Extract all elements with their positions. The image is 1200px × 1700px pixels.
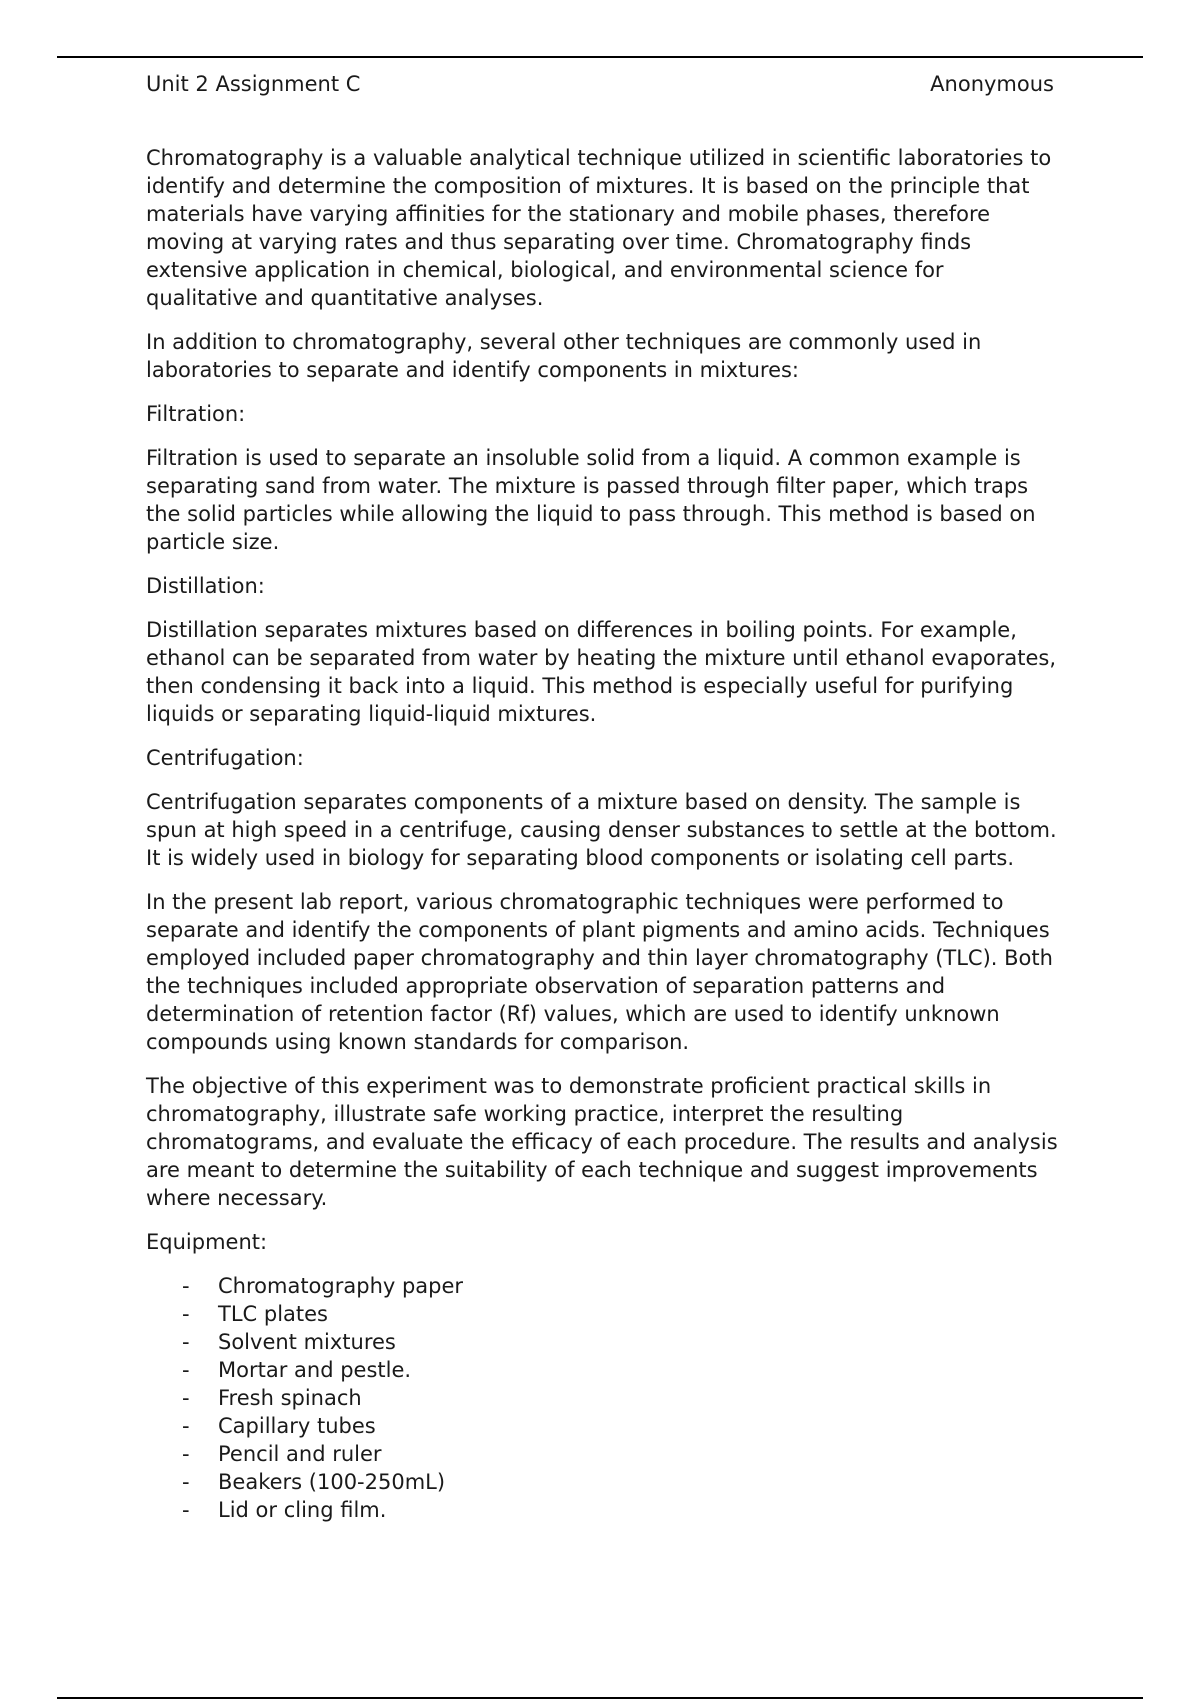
list-item — [146, 1440, 1061, 1468]
list-item-label: Chromatography paper — [218, 1274, 464, 1298]
page-header — [146, 70, 1054, 98]
list-item-label: Pencil and ruler — [218, 1442, 382, 1466]
bullet-dash: - — [182, 1302, 190, 1326]
bullet-dash: - — [182, 1414, 190, 1438]
list-item-label: Fresh spinach — [218, 1386, 362, 1410]
bullet-dash: - — [182, 1274, 190, 1298]
header-rule — [57, 56, 1143, 58]
list-item-label: Solvent mixtures — [218, 1330, 396, 1354]
list-item — [146, 1384, 1061, 1412]
list-item — [146, 1356, 1061, 1384]
distillation-paragraph: Distillation separates mixtures based on differences in boiling points. For example, ethanol can be separated from water by heating the mixture until ethanol evaporates, then condensing it back into a liquid. This method is especially useful for purifying liquids or separating liquid-liquid mixtures. — [146, 618, 1057, 726]
bullet-dash: - — [182, 1442, 190, 1466]
intro-paragraph: Chromatography is a valuable analytical technique utilized in scientific laboratories to identify and determine the composition of mixtures. It is based on the principle that materials have varying affinities for the stationary and mobile phases, therefore moving at varying rates and thus separating over time. Chromatography finds extensive application in chemical, biological, and environmental science for qualitative and quantitative analyses. — [146, 146, 1052, 310]
document-body — [146, 144, 1061, 1524]
distillation-heading: Distillation: — [146, 574, 265, 598]
equipment-heading: Equipment: — [146, 1230, 268, 1254]
bullet-dash: - — [182, 1498, 190, 1522]
list-item — [146, 1496, 1061, 1524]
equipment-list — [146, 1272, 1061, 1524]
lab-report-paragraph: In the present lab report, various chromatographic techniques were performed to separate and identify the components of plant pigments and amino acids. Techniques employed included paper chromatography and thin layer chromatography (TLC). Both the techniques included appropriate observation of separation patterns and determination of retention factor (Rf) values, which are used to identify unknown compounds using known standards for comparison. — [146, 890, 1053, 1054]
footer-rule — [57, 1697, 1143, 1699]
centrifugation-paragraph: Centrifugation separates components of a mixture based on density. The sample is spun at high speed in a centrifuge, causing denser substances to settle at the bottom. It is widely used in biology for separating blood components or isolating cell parts. — [146, 790, 1057, 870]
filtration-heading: Filtration: — [146, 402, 246, 426]
bullet-dash: - — [182, 1330, 190, 1354]
list-item-label: Mortar and pestle. — [218, 1358, 412, 1382]
list-item — [146, 1412, 1061, 1440]
centrifugation-heading: Centrifugation: — [146, 746, 304, 770]
list-item — [146, 1328, 1061, 1356]
list-item — [146, 1468, 1061, 1496]
list-item-label: Capillary tubes — [218, 1414, 376, 1438]
list-item — [146, 1272, 1061, 1300]
list-item-label: Beakers (100-250mL) — [218, 1470, 446, 1494]
other-techniques-paragraph: In addition to chromatography, several other techniques are commonly used in laboratories to separate and identify components in mixtures: — [146, 330, 982, 382]
bullet-dash: - — [182, 1358, 190, 1382]
document-author: Anonymous — [930, 72, 1054, 96]
list-item-label: Lid or cling film. — [218, 1498, 387, 1522]
list-item-label: TLC plates — [218, 1302, 328, 1326]
list-item — [146, 1300, 1061, 1328]
document-title: Unit 2 Assignment C — [146, 72, 361, 96]
filtration-paragraph: Filtration is used to separate an insoluble solid from a liquid. A common example is separating sand from water. The mixture is passed through filter paper, which traps the solid particles while allowing the liquid to pass through. This method is based on particle size. — [146, 446, 1036, 554]
bullet-dash: - — [182, 1386, 190, 1410]
bullet-dash: - — [182, 1470, 190, 1494]
objective-paragraph: The objective of this experiment was to demonstrate proficient practical skills in chromatography, illustrate safe working practice, interpret the resulting chromatograms, and evaluate the efficacy of each procedure. The results and analysis are meant to determine the suitability of each technique and suggest improvements where necessary. — [146, 1074, 1058, 1210]
